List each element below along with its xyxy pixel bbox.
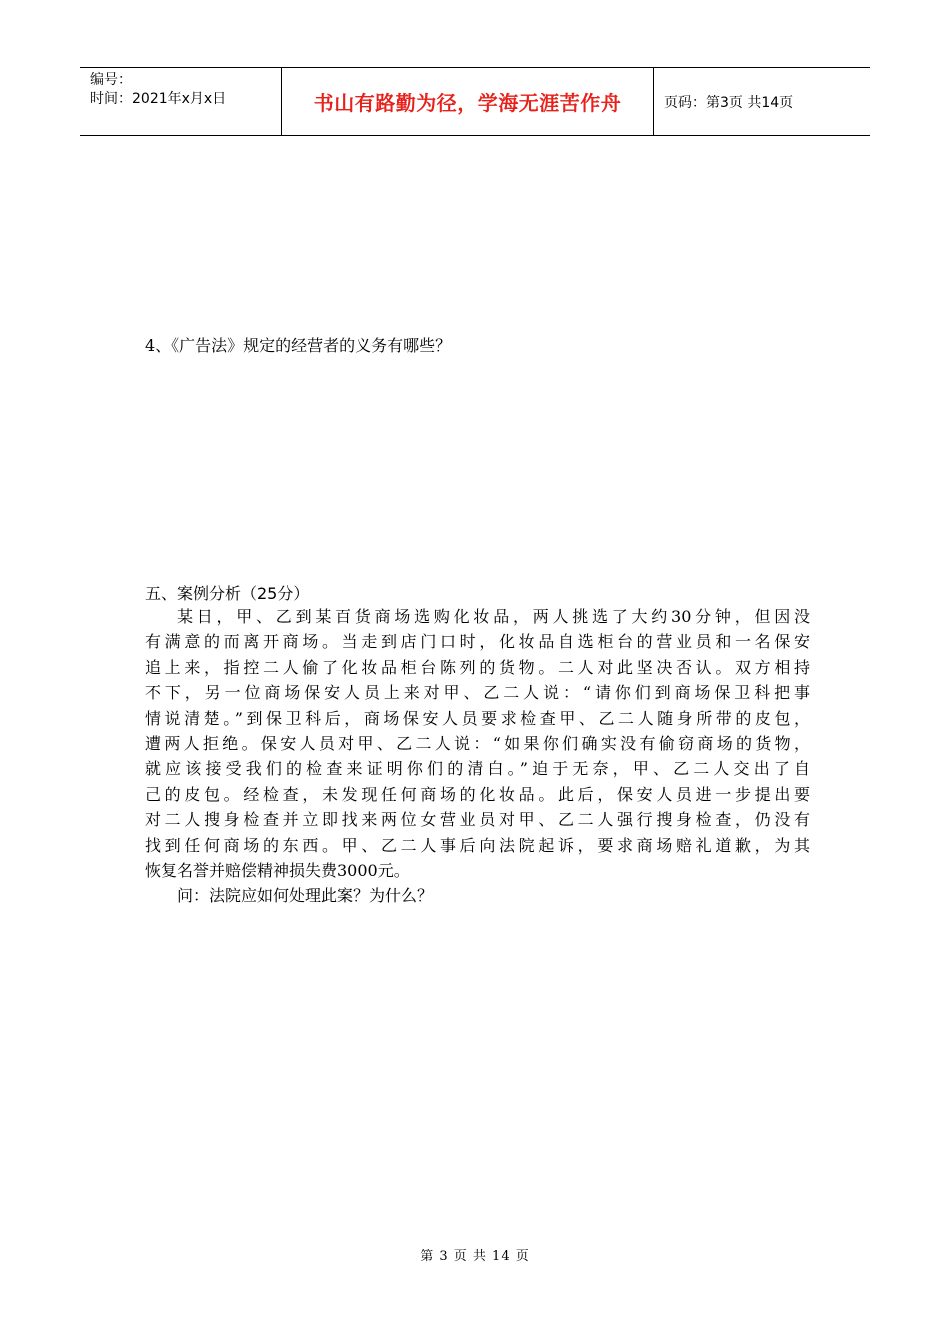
- header-page-info: 页码：第3页 共14页: [664, 94, 794, 111]
- case-line: 找到任何商场的东西。甲、乙二人事后向法院起诉，要求商场赔礼道歉，为其: [145, 835, 810, 855]
- case-line: 遭两人拒绝。保安人员对甲、乙二人说：“如果你们确实没有偷窃商场的货物，: [145, 733, 810, 753]
- document-number-label: 编号：: [90, 72, 132, 88]
- document-time-label: 时间：2021年x月x日: [90, 91, 227, 107]
- case-line: 情说清楚。”到保卫科后，商场保安人员要求检查甲、乙二人随身所带的皮包，: [145, 708, 810, 728]
- case-line: 追上来，指控二人偷了化妆品柜台陈列的货物。二人对此坚决否认。双方相持: [145, 657, 810, 677]
- header-motto: 书山有路勤为径，学海无涯苦作舟: [313, 91, 622, 115]
- case-line: 有满意的而离开商场。当走到店门口时，化妆品自选柜台的营业员和一名保安: [145, 632, 810, 652]
- header-meta-cell: [80, 68, 282, 135]
- page-footer: 第 3 页 共 14 页: [420, 1249, 530, 1264]
- case-line: 就应该接受我们的检查来证明你们的清白。”迫于无奈，甲、乙二人交出了自: [145, 759, 810, 779]
- case-question: 问：法院应如何处理此案？为什么？: [177, 886, 434, 906]
- case-line: 某日，甲、乙到某百货商场选购化妆品，两人挑选了大约30分钟，但因没: [177, 607, 810, 626]
- case-line: 恢复名誉并赔偿精神损失费3000元。: [145, 860, 410, 880]
- section-5-title: 五、案例分析（25分）: [145, 584, 310, 603]
- header-motto-cell: [282, 68, 654, 135]
- header-page-cell: [654, 68, 870, 135]
- case-paragraph: [145, 604, 810, 909]
- header-table: [80, 67, 870, 136]
- case-line: 己的皮包。经检查，未发现任何商场的化妆品。此后，保安人员进一步提出要: [145, 784, 810, 804]
- case-line: 不下，另一位商场保安人员上来对甲、乙二人说：“请你们到商场保卫科把事: [145, 683, 810, 703]
- question-4: 4、《广告法》规定的经营者的义务有哪些？: [145, 336, 452, 355]
- case-line: 对二人搜身检查并立即找来两位女营业员对甲、乙二人强行搜身检查，仍没有: [145, 810, 810, 830]
